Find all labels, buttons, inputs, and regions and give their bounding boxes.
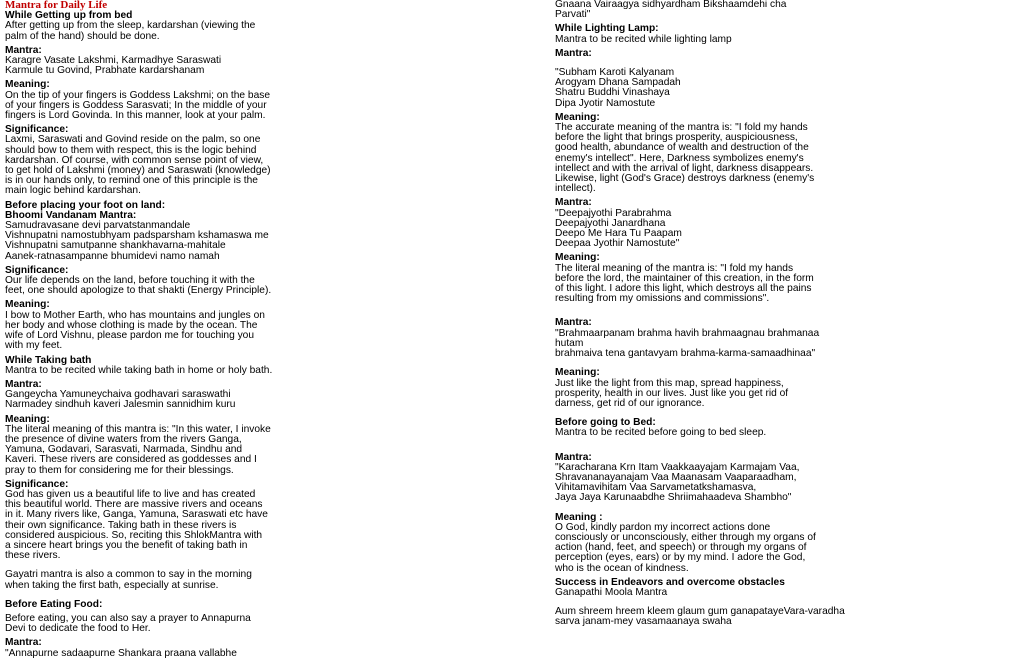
mantra-text: "Subham Karoti Kalyanam Arogyam Dhana Sampadah Shatru Buddhi Vinashaya Dipa Jyotir Namostute xyxy=(555,67,681,109)
subheading-bhoomi-vandanam: Bhoomi Vandanam Mantra: xyxy=(5,209,137,221)
document-title: Mantra for Daily Life xyxy=(5,0,108,11)
label-mantra: Mantra: xyxy=(5,637,42,649)
label-meaning: Meaning: xyxy=(555,367,600,379)
paragraph-taking-bath: Mantra to be recited while taking bath in home or holy bath. xyxy=(5,364,273,376)
mantra-text: Samudravasane devi parvatstanmandale Vishnupatni namostubhyam padsparsham kshamaswa me Vishnupatni samutpanne shankhavarna-mahitale Aanek-ratnasampanne bhumidevi namo namah xyxy=(5,220,269,262)
label-mantra: Mantra: xyxy=(5,44,42,56)
meaning-text: I bow to Mother Earth, who has mountains and jungles on her body and whose clothing is made by the ocean. The wife of Lord Vishnu, please pardon me for touching you with my feet. xyxy=(5,309,265,352)
paragraph-before-bed: Mantra to be recited before going to bed sleep. xyxy=(555,427,767,439)
paragraph-gayatri: Gayatri mantra is also a common to say in the morning when taking the first bath, especially at sunrise. xyxy=(5,569,252,591)
label-meaning: Meaning: xyxy=(5,299,50,311)
label-mantra: Mantra: xyxy=(555,451,592,463)
left-column xyxy=(5,0,483,659)
significance-text: Laxmi, Saraswati and Govind reside on the palm, so one should bow to them with respect, this is the logic behind kardarshan. Of course, with common sense point of view, to get hold of Lakshmi (money) and Saraswati (knowledge) is in our hands only, to remind one of this principle is the main logic behind kardarshan. xyxy=(5,134,271,197)
heading-taking-bath: While Taking bath xyxy=(5,354,92,366)
label-significance: Significance: xyxy=(5,124,69,136)
label-significance: Significance: xyxy=(5,478,69,490)
label-meaning: Meaning: xyxy=(5,413,50,425)
label-meaning: Meaning : xyxy=(555,511,603,523)
significance-text: God has given us a beautiful life to live and has created this beautiful world. There are massive rivers and oceans in it. Many rivers like, Ganga, Yamuna, Saraswati etc have their own significance. Taking bath in these rivers is considered auspicious. So, reciting this ShlokMantra with a sincere heart brings you the benefit of taking bath in these rivers. xyxy=(5,488,268,562)
meaning-text: The literal meaning of the mantra is: "I fold my hands before the lord, the maintainer of this creation, in the form of this light. I adore this light, which destroys all the pains resulting from my omissions and commissions". xyxy=(555,262,814,305)
meaning-text: On the tip of your fingers is Goddess Lakshmi; on the base of your fingers is Goddess Sarasvati; In the middle of your fingers is Lord Govinda. In this manner, look at your palm. xyxy=(5,89,271,122)
heading-lighting-lamp: While Lighting Lamp: xyxy=(555,23,659,35)
significance-text: Our life depends on the land, before touching it with the feet, one should apologize to that shakti (Energy Principle). xyxy=(5,275,272,297)
paragraph-getting-up: After getting up from the sleep, kardarshan (viewing the palm of the hand) should be done. xyxy=(5,20,256,42)
mantra-text: Gangeycha Yamuneychaiva godhavari saraswathi Narmadey sindhuh kaveri Jalesmin sannidhim kuru xyxy=(5,389,236,411)
label-mantra: Mantra: xyxy=(555,47,592,59)
label-meaning: Meaning: xyxy=(555,252,600,264)
meaning-text: Just like the light from this map, spread happiness, prosperity, health in our lives. Just like you get rid of darness, get rid of our ignorance. xyxy=(555,377,789,409)
heading-before-bed: Before going to Bed: xyxy=(555,417,656,429)
label-mantra: Mantra: xyxy=(555,197,592,209)
meaning-text: The literal meaning of this mantra is: "In this water, I invoke the presence of divine waters from the rivers Ganga, Yamuna, Godavari, Sarasvati, Narmada, Sindhu and Kaveri. These rivers are considered as goddesses and I pray to them for considering me for their blessings. xyxy=(5,423,271,476)
label-meaning: Meaning: xyxy=(555,111,600,123)
mantra-text: "Deepajyothi Parabrahma Deepajyothi Janardhana Deepo Me Hara Tu Paapam Deepaa Jyothir Namostute" xyxy=(555,207,682,250)
meaning-text: O God, kindly pardon my incorrect actions done consciously or unconsciously, either through my organs of action (hand, feet, and speech) or through my organs of perception (eyes, ears) or by my mind. I adore the God, who is the ocean of kindness. xyxy=(555,521,816,574)
mantra-text: "Karacharana Krn Itam Vaakkaayajam Karmajam Vaa, Shravananayanajam Vaa Maanasam Vaaparaadham, Vihitamavihitam Vaa Sarvametatkshamasva, Jaya Jaya Karunaabdhe Shriimahaadeva Shambho" xyxy=(555,461,800,504)
heading-foot-on-land: Before placing your foot on land: xyxy=(5,199,166,211)
heading-before-eating: Before Eating Food: xyxy=(5,598,103,610)
label-mantra: Mantra: xyxy=(5,378,42,390)
subheading-ganapathi-mantra: Ganapathi Moola Mantra xyxy=(555,586,668,598)
mantra-text: "Brahmaarpanam brahma havih brahmaagnau brahmanaa hutam brahmaiva tena gantavyam brahma-karma-samaadhinaa" xyxy=(555,327,820,360)
label-mantra: Mantra: xyxy=(555,317,592,329)
mantra-text: Aum shreem hreem kleem glaum gum ganapatayeVara-varadha sarva janam-mey vasamaanaya swaha xyxy=(555,606,845,628)
mantra-text-continued: Gnaana Vairaagya sidhyardham Bikshaamdehi cha Parvati" xyxy=(555,0,787,21)
mantra-text: Karagre Vasate Lakshmi, Karmadhye Saraswati Karmule tu Govind, Prabhate kardarshanam xyxy=(5,55,222,77)
paragraph-lighting-lamp: Mantra to be recited while lighting lamp xyxy=(555,33,732,45)
mantra-text: "Annapurne sadaapurne Shankara praana vallabhe xyxy=(5,647,237,659)
heading-getting-up: While Getting up from bed xyxy=(5,10,133,22)
paragraph-before-eating: Before eating, you can also say a prayer to Annapurna Devi to dedicate the food to Her. xyxy=(5,612,251,635)
heading-success-endeavors: Success in Endeavors and overcome obstacles xyxy=(555,576,785,588)
meaning-text: The accurate meaning of the mantra is: "I fold my hands before the light that brings prosperity, auspiciousness, good health, abundance of wealth and destruction of the enemy's intellect". Here, Darkness symbolizes enemy's intellect and with the arrival of light, darkness disappears. Likewise, light (God's Grace) destroys darkness (enemy's intellect). xyxy=(555,122,815,195)
label-meaning: Meaning: xyxy=(5,79,50,91)
right-column xyxy=(555,0,1027,628)
label-significance: Significance: xyxy=(5,264,69,276)
